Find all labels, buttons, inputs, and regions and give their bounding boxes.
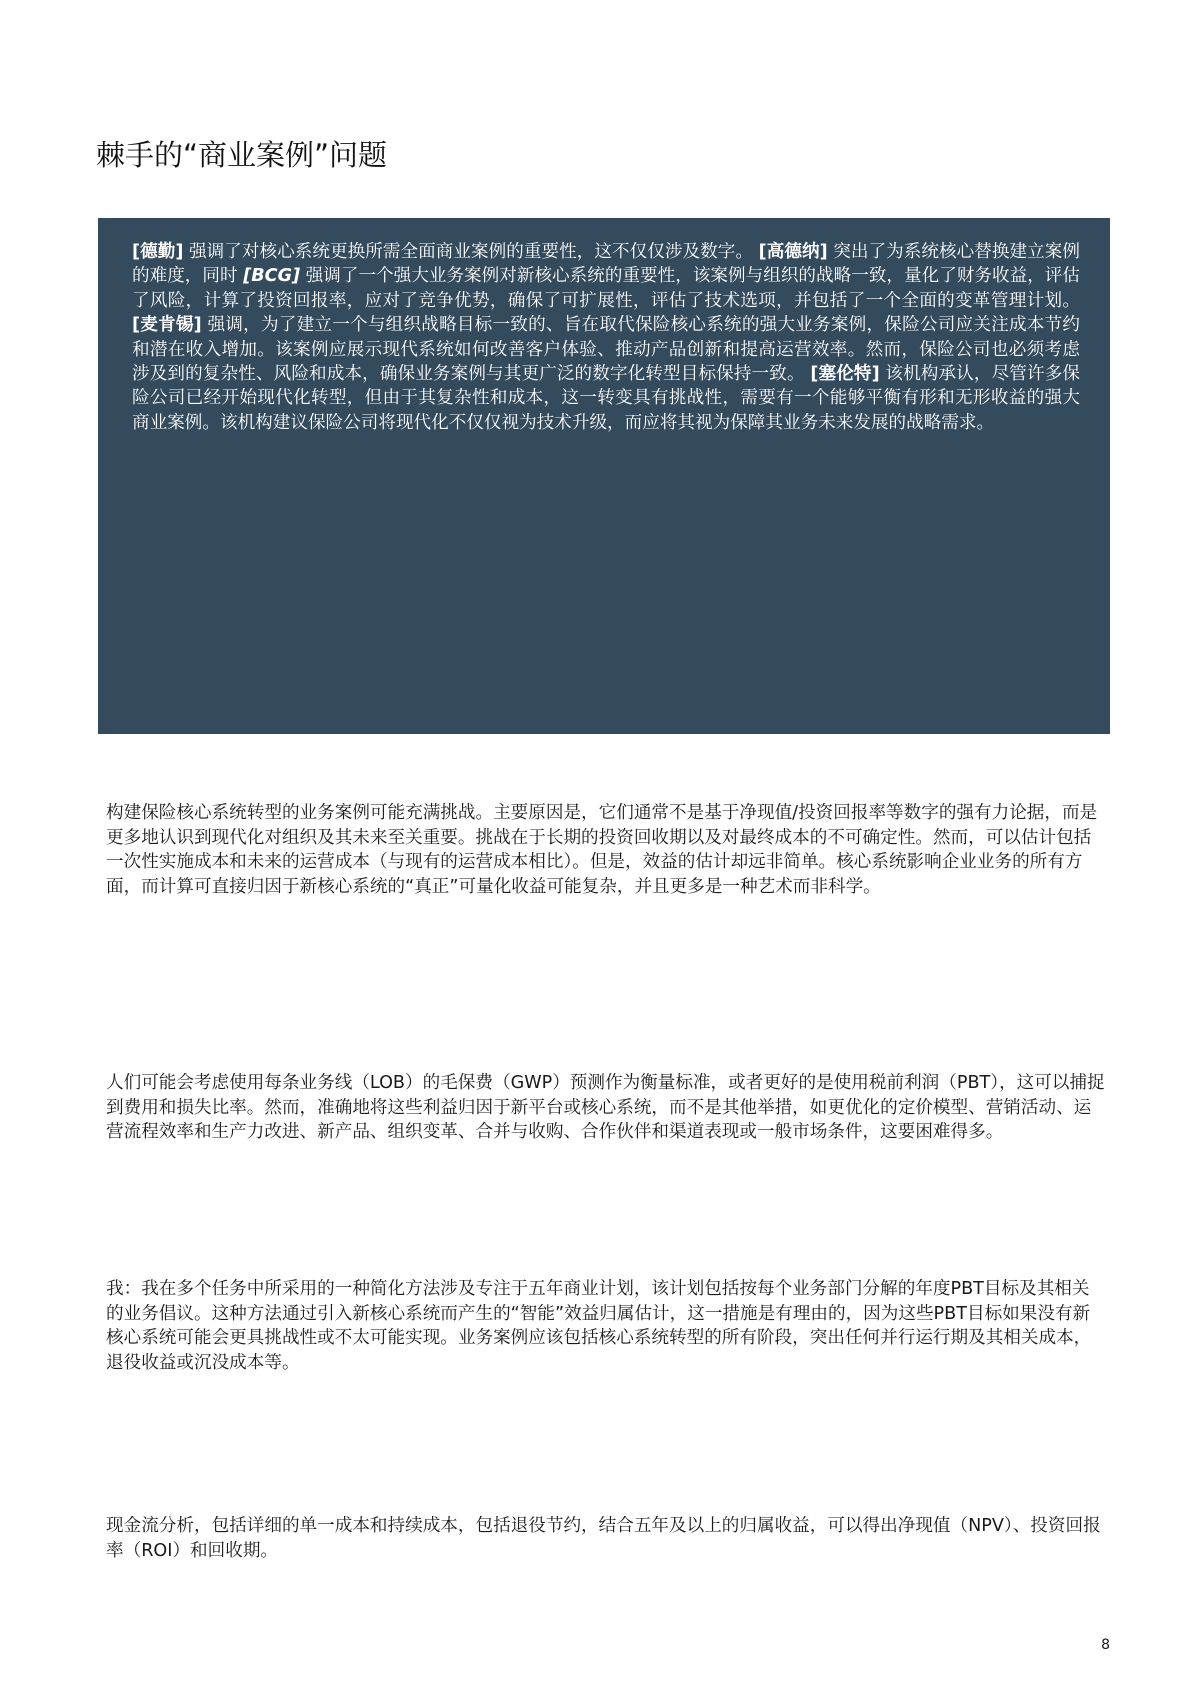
callout-text bbox=[132, 240, 1080, 435]
callout-segment: 强调了对核心系统更换所需全面商业案例的重要性，这不仅仅涉及数字。 bbox=[183, 242, 759, 262]
source-tag-celent: [塞伦特] bbox=[810, 364, 880, 385]
callout-box bbox=[98, 218, 1110, 734]
body-paragraph-simplified-approach: 我：我在多个任务中所采用的一种简化方法涉及专注于五年商业计划，该计划包括按每个业务部门分解的年度PBT目标及其相关的业务倡议。这种方法通过引入新核心系统而产生的“智能”效益归属估计，这一措施是有理由的，因为这些PBT目标如果没有新核心系统可能会更具挑战性或不太可能实现。业务案例应该包括核心系统转型的所有阶段，突出任何并行运行期及其相关成本，退役收益或沉没成本等。 bbox=[106, 1279, 1092, 1373]
body-paragraph-challenges: 构建保险核心系统转型的业务案例可能充满挑战。主要原因是，它们通常不是基于净现值/投资回报率等数字的强有力论据，而是更多地认识到现代化对组织及其未来至关重要。挑战在于长期的投资回收期以及对最终成本的不可确定性。然而，可以估计包括一次性实施成本和未来的运营成本（与现有的运营成本相比）。但是，效益的估计却远非简单。核心系统影响企业业务的所有方面，而计算可直接归因于新核心系统的“真正”可量化收益可能复杂，并且更多是一种艺术而非科学。 bbox=[106, 803, 1098, 897]
body-paragraph-gwp-pbt: 人们可能会考虑使用每条业务线（LOB）的毛保费（GWP）预测作为衡量标准，或者更好的是使用税前利润（PBT），这可以捕捉到费用和损失比率。然而，准确地将这些利益归因于新平台或核心系统，而不是其他举措，如更优化的定价模型、营销活动、运营流程效率和生产力改进、新产品、组织变革、合并与收购、合作伙伴和渠道表现或一般市场条件，这要困难得多。 bbox=[106, 1073, 1105, 1143]
callout-segment: 强调了一个强大业务案例对新核心系统的重要性，该案例与组织的战略一致，量化了财务收益，评估了风险，计算了投资回报率，应对了竞争优势，确保了可扩展性，评估了技术选项，并包括了一个全面的变革管理计划。 bbox=[132, 266, 1081, 311]
source-tag-gartner: [高德纳] bbox=[758, 242, 828, 262]
callout-segment: 强调，为了建立一个与组织战略目标一致的、旨在取代保险核心系统的强大业务案例，保险公司应关注成本节约和潜在收入增加。该案例应展示现代系统如何改善客户体验、推动产品创新和提高运营效率。然而，保险公司也必须考虑涉及到的复杂性、风险和成本，确保业务案例与其更广泛的数字化转型目标保持一致。 bbox=[132, 315, 1080, 385]
source-tag-deloitte: [德勤] bbox=[132, 242, 184, 262]
page-number: 8 bbox=[1101, 1637, 1110, 1653]
source-tag-mckinsey: [麦肯锡] bbox=[132, 315, 202, 336]
callout-segment: 突出了为系统核心替换建立案例的难度，同时 bbox=[132, 242, 1080, 287]
source-tag-bcg: [BCG] bbox=[243, 266, 301, 287]
callout-segment: 该机构承认，尽管许多保险公司已经开始现代化转型，但由于其复杂性和成本，这一转变具有挑战性，需要有一个能够平衡有形和无形收益的强大商业案例。该机构建议保险公司将现代化不仅仅视为技术升级，而应将其视为保障其业务未来发展的战略需求。 bbox=[132, 364, 1080, 433]
body-paragraph-cash-flow: 现金流分析，包括详细的单一成本和持续成本，包括退役节约，结合五年及以上的归属收益，可以得出净现值（NPV）、投资回报率（ROI）和回收期。 bbox=[106, 1516, 1101, 1561]
page-title: 棘手的“商业案例”问题 bbox=[96, 138, 388, 172]
